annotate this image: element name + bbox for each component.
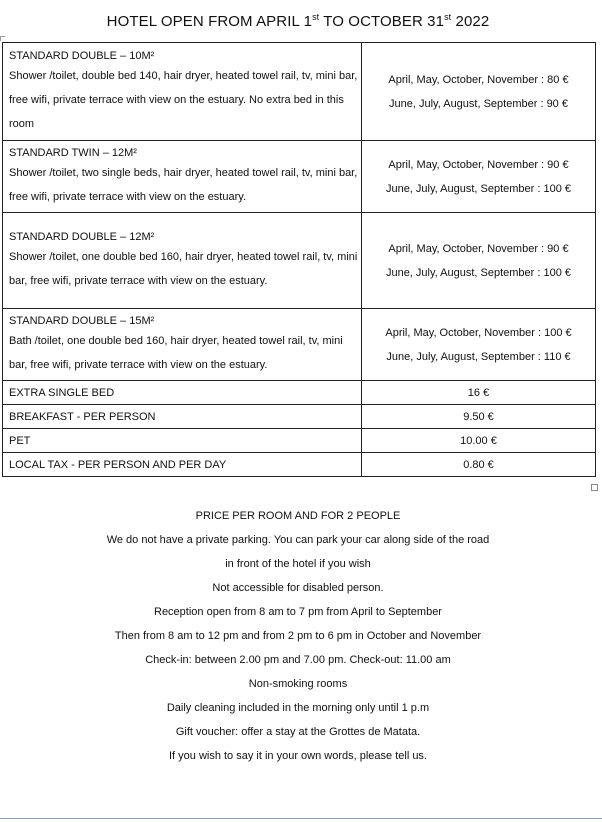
title-text-1: HOTEL OPEN FROM APRIL 1	[106, 13, 313, 30]
room-description-cell[interactable]	[3, 43, 362, 141]
table-row	[3, 141, 596, 213]
title-text-3: 2022	[451, 13, 490, 30]
notes-section	[0, 504, 596, 768]
room-description: Shower /toilet, one double bed 160, hair dryer, heated towel rail, tv, mini bar, free wifi, private terrace with view on the estuary.	[9, 251, 358, 287]
table-row	[3, 429, 596, 453]
price-high-season: June, July, August, September : 100 €	[385, 182, 572, 195]
note-line: Daily cleaning included in the morning only until 1 p.m	[166, 702, 430, 714]
extra-price-cell[interactable]: 9.50 €	[362, 405, 596, 429]
price-low-season: April, May, October, November : 90 €	[388, 158, 569, 171]
room-price-cell[interactable]	[362, 141, 596, 213]
title-superscript-1: st	[312, 12, 320, 22]
table-resize-handle[interactable]	[591, 484, 598, 491]
price-high-season: June, July, August, September : 100 €	[385, 266, 572, 279]
room-title: STANDARD DOUBLE – 12M²	[9, 231, 155, 243]
room-title: STANDARD TWIN – 12M²	[9, 147, 137, 159]
price-low-season: April, May, October, November : 90 €	[388, 242, 569, 255]
price-low-season: April, May, October, November : 100 €	[385, 326, 572, 339]
table-row	[3, 213, 596, 309]
table-row	[3, 453, 596, 477]
rates-table	[2, 42, 596, 477]
note-line: Gift voucher: offer a stay at the Grottes de Matata.	[175, 726, 421, 738]
note-line: Not accessible for disabled person.	[212, 582, 384, 594]
note-line: Non-smoking rooms	[248, 678, 348, 690]
table-move-handle[interactable]	[0, 36, 5, 41]
extra-label-cell[interactable]: PET	[3, 429, 362, 453]
table-row	[3, 381, 596, 405]
extra-price-cell[interactable]: 0.80 €	[362, 453, 596, 477]
page-bottom-divider	[0, 818, 602, 819]
room-title: STANDARD DOUBLE – 10M²	[9, 50, 155, 62]
extra-price-cell[interactable]: 10.00 €	[362, 429, 596, 453]
note-line: in front of the hotel if you wish	[225, 558, 371, 570]
room-price-cell[interactable]	[362, 309, 596, 381]
note-line: If you wish to say it in your own words, please tell us.	[168, 750, 427, 762]
room-description-cell[interactable]	[3, 141, 362, 213]
room-price-cell[interactable]	[362, 43, 596, 141]
note-line: Reception open from 8 am to 7 pm from April to September	[154, 606, 442, 618]
page-title	[0, 12, 596, 30]
extra-price-cell[interactable]: 16 €	[362, 381, 596, 405]
room-description-cell[interactable]	[3, 309, 362, 381]
note-line: Check-in: between 2.00 pm and 7.00 pm. Check-out: 11.00 am	[145, 654, 451, 666]
price-high-season: June, July, August, September : 90 €	[389, 97, 568, 110]
room-description: Bath /toilet, one double bed 160, hair dryer, heated towel rail, tv, mini bar, free wifi, private terrace with view on the estuary.	[9, 335, 343, 371]
table-row	[3, 405, 596, 429]
title-superscript-2: st	[444, 12, 452, 22]
title-text-2: TO OCTOBER 31	[319, 13, 445, 30]
extra-label-cell[interactable]: BREAKFAST - PER PERSON	[3, 405, 362, 429]
room-price-cell[interactable]	[362, 213, 596, 309]
table-row	[3, 43, 596, 141]
room-description: Shower /toilet, double bed 140, hair dryer, heated towel rail, tv, mini bar, free wifi, private terrace with view on the estuary. No extra bed in this room	[9, 70, 358, 130]
room-description-cell[interactable]	[3, 213, 362, 309]
extra-label-cell[interactable]: LOCAL TAX - PER PERSON AND PER DAY	[3, 453, 362, 477]
room-description: Shower /toilet, two single beds, hair dryer, heated towel rail, tv, mini bar, free wifi, private terrace with view on the estuary.	[9, 167, 358, 203]
price-low-season: April, May, October, November : 80 €	[388, 73, 569, 86]
extra-label-cell[interactable]: EXTRA SINGLE BED	[3, 381, 362, 405]
table-row	[3, 309, 596, 381]
note-line: PRICE PER ROOM AND FOR 2 PEOPLE	[195, 510, 401, 522]
room-title: STANDARD DOUBLE – 15M²	[9, 315, 155, 327]
note-line: Then from 8 am to 12 pm and from 2 pm to 6 pm in October and November	[114, 630, 482, 642]
note-line: We do not have a private parking. You can park your car along side of the road	[106, 534, 490, 546]
price-high-season: June, July, August, September : 110 €	[386, 350, 571, 363]
